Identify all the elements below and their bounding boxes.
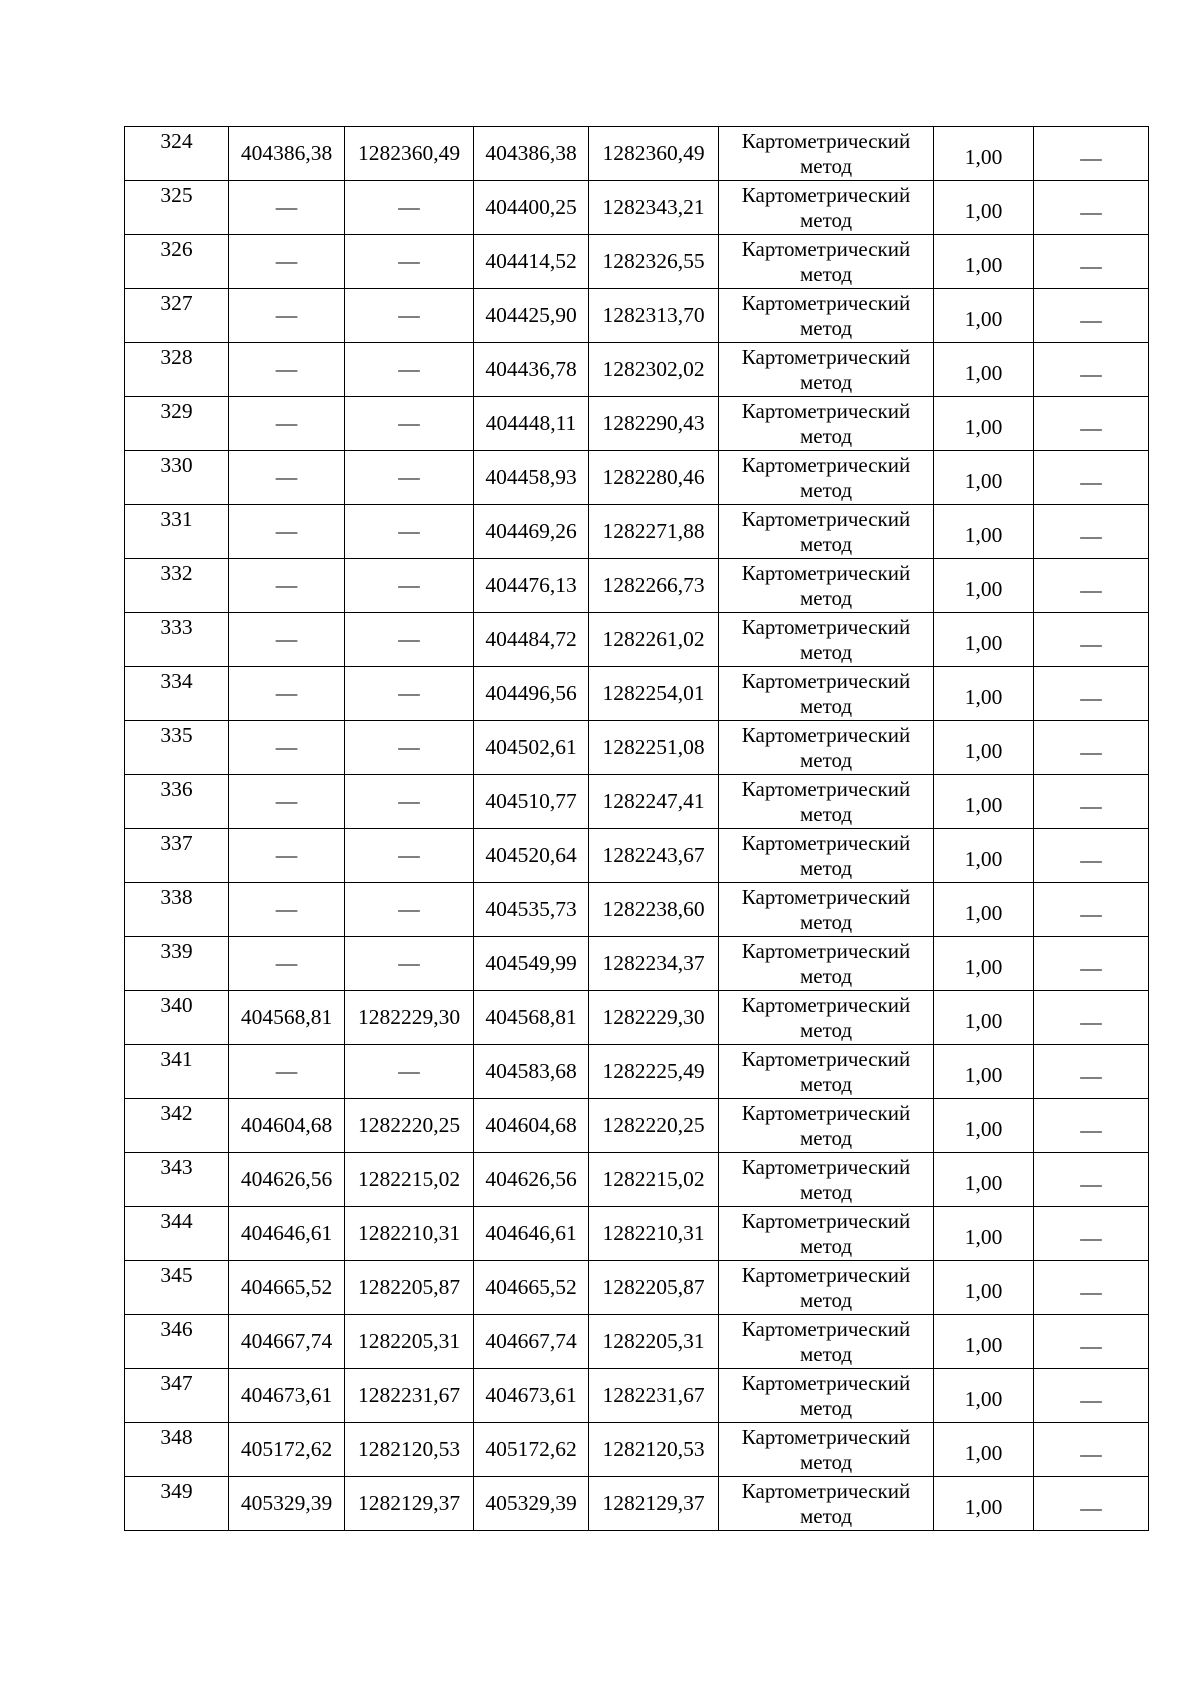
method-cell <box>719 883 934 937</box>
point-number-cell: 338 <box>125 883 229 937</box>
method-cell <box>719 613 934 667</box>
method-line-1: Картометрический <box>741 290 911 315</box>
extra-cell: — <box>1034 1153 1149 1207</box>
table-row <box>125 1099 1149 1153</box>
accuracy-cell: 1,00 <box>934 1099 1034 1153</box>
accuracy-cell: 1,00 <box>934 451 1034 505</box>
x-new-cell: 404484,72 <box>474 613 589 667</box>
table-row <box>125 991 1149 1045</box>
point-number-cell: 337 <box>125 829 229 883</box>
extra-cell: — <box>1034 505 1149 559</box>
method-line-1: Картометрический <box>741 1370 911 1395</box>
extra-cell: — <box>1034 397 1149 451</box>
method-cell <box>719 1369 934 1423</box>
point-number-cell: 341 <box>125 1045 229 1099</box>
method-cell <box>719 1099 934 1153</box>
x-old-cell: — <box>229 559 345 613</box>
method-line-1: Картометрический <box>741 1478 911 1503</box>
x-old-cell: — <box>229 721 345 775</box>
accuracy-cell: 1,00 <box>934 991 1034 1045</box>
accuracy-cell: 1,00 <box>934 1261 1034 1315</box>
table-row <box>125 289 1149 343</box>
method-line-2: метод <box>799 1125 853 1150</box>
extra-cell: — <box>1034 1207 1149 1261</box>
point-number-cell: 334 <box>125 667 229 721</box>
table-row <box>125 775 1149 829</box>
accuracy-cell: 1,00 <box>934 1207 1034 1261</box>
accuracy-cell: 1,00 <box>934 559 1034 613</box>
accuracy-cell: 1,00 <box>934 613 1034 667</box>
x-new-cell: 405329,39 <box>474 1477 589 1531</box>
point-number-cell: 325 <box>125 181 229 235</box>
point-number-cell: 328 <box>125 343 229 397</box>
method-cell <box>719 1315 934 1369</box>
method-line-2: метод <box>799 1395 853 1420</box>
point-number-cell: 349 <box>125 1477 229 1531</box>
method-line-1: Картометрический <box>741 722 911 747</box>
extra-cell: — <box>1034 1045 1149 1099</box>
table-row <box>125 721 1149 775</box>
method-cell <box>719 937 934 991</box>
y-new-cell: 1282280,46 <box>589 451 719 505</box>
accuracy-cell: 1,00 <box>934 289 1034 343</box>
method-line-1: Картометрический <box>741 182 911 207</box>
extra-cell: — <box>1034 613 1149 667</box>
x-new-cell: 404510,77 <box>474 775 589 829</box>
accuracy-cell: 1,00 <box>934 235 1034 289</box>
method-cell <box>719 1045 934 1099</box>
x-new-cell: 404476,13 <box>474 559 589 613</box>
method-line-1: Картометрический <box>741 1154 911 1179</box>
x-old-cell: — <box>229 235 345 289</box>
extra-cell: — <box>1034 235 1149 289</box>
method-line-1: Картометрический <box>741 506 911 531</box>
table-row <box>125 1423 1149 1477</box>
table-row <box>125 451 1149 505</box>
extra-cell: — <box>1034 343 1149 397</box>
point-number-cell: 345 <box>125 1261 229 1315</box>
x-old-cell: — <box>229 343 345 397</box>
table-row <box>125 397 1149 451</box>
point-number-cell: 342 <box>125 1099 229 1153</box>
extra-cell: — <box>1034 1423 1149 1477</box>
y-old-cell: 1282120,53 <box>345 1423 474 1477</box>
y-old-cell: — <box>345 1045 474 1099</box>
method-line-1: Картометрический <box>741 128 911 153</box>
y-new-cell: 1282205,31 <box>589 1315 719 1369</box>
table-row <box>125 883 1149 937</box>
y-old-cell: — <box>345 829 474 883</box>
x-old-cell: — <box>229 181 345 235</box>
method-line-2: метод <box>799 585 853 610</box>
method-cell <box>719 505 934 559</box>
extra-cell: — <box>1034 883 1149 937</box>
x-new-cell: 405172,62 <box>474 1423 589 1477</box>
y-old-cell: — <box>345 235 474 289</box>
x-old-cell: 404568,81 <box>229 991 345 1045</box>
extra-cell: — <box>1034 181 1149 235</box>
table-row <box>125 559 1149 613</box>
x-old-cell: — <box>229 289 345 343</box>
x-new-cell: 404496,56 <box>474 667 589 721</box>
method-line-1: Картометрический <box>741 938 911 963</box>
x-new-cell: 404502,61 <box>474 721 589 775</box>
method-line-2: метод <box>799 315 853 340</box>
method-line-2: метод <box>799 1341 853 1366</box>
x-new-cell: 404436,78 <box>474 343 589 397</box>
y-old-cell: 1282205,87 <box>345 1261 474 1315</box>
method-line-2: метод <box>799 693 853 718</box>
method-line-2: метод <box>799 1449 853 1474</box>
point-number-cell: 327 <box>125 289 229 343</box>
table-row <box>125 343 1149 397</box>
extra-cell: — <box>1034 1369 1149 1423</box>
y-new-cell: 1282290,43 <box>589 397 719 451</box>
y-new-cell: 1282266,73 <box>589 559 719 613</box>
x-old-cell: 404386,38 <box>229 127 345 181</box>
method-cell <box>719 451 934 505</box>
accuracy-cell: 1,00 <box>934 721 1034 775</box>
y-new-cell: 1282225,49 <box>589 1045 719 1099</box>
table-row <box>125 829 1149 883</box>
method-line-2: метод <box>799 1287 853 1312</box>
y-old-cell: — <box>345 721 474 775</box>
method-line-2: метод <box>799 531 853 556</box>
method-cell <box>719 829 934 883</box>
method-line-2: метод <box>799 909 853 934</box>
y-new-cell: 1282360,49 <box>589 127 719 181</box>
table-row <box>125 1153 1149 1207</box>
method-line-2: метод <box>799 747 853 772</box>
x-old-cell: 404626,56 <box>229 1153 345 1207</box>
accuracy-cell: 1,00 <box>934 505 1034 559</box>
y-new-cell: 1282220,25 <box>589 1099 719 1153</box>
method-line-2: метод <box>799 207 853 232</box>
extra-cell: — <box>1034 451 1149 505</box>
method-line-1: Картометрический <box>741 992 911 1017</box>
table-row <box>125 127 1149 181</box>
accuracy-cell: 1,00 <box>934 937 1034 991</box>
extra-cell: — <box>1034 991 1149 1045</box>
coordinates-table <box>124 126 1149 1531</box>
accuracy-cell: 1,00 <box>934 127 1034 181</box>
y-old-cell: — <box>345 505 474 559</box>
y-new-cell: 1282229,30 <box>589 991 719 1045</box>
x-old-cell: — <box>229 451 345 505</box>
method-line-2: метод <box>799 1233 853 1258</box>
x-old-cell: — <box>229 775 345 829</box>
y-new-cell: 1282313,70 <box>589 289 719 343</box>
accuracy-cell: 1,00 <box>934 775 1034 829</box>
y-new-cell: 1282251,08 <box>589 721 719 775</box>
y-old-cell: — <box>345 775 474 829</box>
table-body <box>125 127 1149 1531</box>
y-new-cell: 1282326,55 <box>589 235 719 289</box>
x-old-cell: 405172,62 <box>229 1423 345 1477</box>
table-row <box>125 1315 1149 1369</box>
accuracy-cell: 1,00 <box>934 1477 1034 1531</box>
y-new-cell: 1282238,60 <box>589 883 719 937</box>
x-new-cell: 404425,90 <box>474 289 589 343</box>
x-new-cell: 404520,64 <box>474 829 589 883</box>
y-old-cell: — <box>345 451 474 505</box>
table-row <box>125 505 1149 559</box>
accuracy-cell: 1,00 <box>934 181 1034 235</box>
table-row <box>125 1045 1149 1099</box>
x-old-cell: 404673,61 <box>229 1369 345 1423</box>
x-old-cell: 404667,74 <box>229 1315 345 1369</box>
y-new-cell: 1282254,01 <box>589 667 719 721</box>
method-line-2: метод <box>799 261 853 286</box>
y-new-cell: 1282247,41 <box>589 775 719 829</box>
y-old-cell: — <box>345 559 474 613</box>
y-new-cell: 1282343,21 <box>589 181 719 235</box>
x-new-cell: 404386,38 <box>474 127 589 181</box>
x-new-cell: 404626,56 <box>474 1153 589 1207</box>
method-line-1: Картометрический <box>741 776 911 801</box>
method-line-2: метод <box>799 963 853 988</box>
x-old-cell: — <box>229 667 345 721</box>
extra-cell: — <box>1034 289 1149 343</box>
x-old-cell: — <box>229 883 345 937</box>
accuracy-cell: 1,00 <box>934 1369 1034 1423</box>
method-cell <box>719 1423 934 1477</box>
method-cell <box>719 235 934 289</box>
x-old-cell: — <box>229 505 345 559</box>
method-cell <box>719 397 934 451</box>
y-new-cell: 1282243,67 <box>589 829 719 883</box>
method-line-1: Картометрический <box>741 560 911 585</box>
method-cell <box>719 1261 934 1315</box>
point-number-cell: 326 <box>125 235 229 289</box>
point-number-cell: 336 <box>125 775 229 829</box>
accuracy-cell: 1,00 <box>934 829 1034 883</box>
y-old-cell: 1282231,67 <box>345 1369 474 1423</box>
x-new-cell: 404414,52 <box>474 235 589 289</box>
x-new-cell: 404448,11 <box>474 397 589 451</box>
table-row <box>125 667 1149 721</box>
x-new-cell: 404604,68 <box>474 1099 589 1153</box>
y-old-cell: 1282215,02 <box>345 1153 474 1207</box>
method-cell <box>719 775 934 829</box>
x-old-cell: — <box>229 1045 345 1099</box>
y-new-cell: 1282231,67 <box>589 1369 719 1423</box>
method-line-1: Картометрический <box>741 344 911 369</box>
method-line-2: метод <box>799 423 853 448</box>
point-number-cell: 344 <box>125 1207 229 1261</box>
method-line-1: Картометрический <box>741 668 911 693</box>
method-line-1: Картометрический <box>741 1424 911 1449</box>
method-cell <box>719 343 934 397</box>
method-cell <box>719 1477 934 1531</box>
y-old-cell: 1282210,31 <box>345 1207 474 1261</box>
x-old-cell: — <box>229 397 345 451</box>
method-line-1: Картометрический <box>741 614 911 639</box>
x-new-cell: 404400,25 <box>474 181 589 235</box>
point-number-cell: 332 <box>125 559 229 613</box>
extra-cell: — <box>1034 127 1149 181</box>
method-line-1: Картометрический <box>741 1100 911 1125</box>
y-new-cell: 1282129,37 <box>589 1477 719 1531</box>
extra-cell: — <box>1034 1261 1149 1315</box>
method-line-2: метод <box>799 1179 853 1204</box>
y-new-cell: 1282120,53 <box>589 1423 719 1477</box>
method-cell <box>719 721 934 775</box>
extra-cell: — <box>1034 775 1149 829</box>
y-new-cell: 1282234,37 <box>589 937 719 991</box>
accuracy-cell: 1,00 <box>934 343 1034 397</box>
method-line-2: метод <box>799 855 853 880</box>
x-old-cell: 404646,61 <box>229 1207 345 1261</box>
y-old-cell: 1282129,37 <box>345 1477 474 1531</box>
table-row <box>125 613 1149 667</box>
y-new-cell: 1282302,02 <box>589 343 719 397</box>
x-old-cell: 404665,52 <box>229 1261 345 1315</box>
method-cell <box>719 181 934 235</box>
y-new-cell: 1282261,02 <box>589 613 719 667</box>
method-line-2: метод <box>799 369 853 394</box>
method-cell <box>719 289 934 343</box>
table-row <box>125 181 1149 235</box>
accuracy-cell: 1,00 <box>934 667 1034 721</box>
y-new-cell: 1282205,87 <box>589 1261 719 1315</box>
point-number-cell: 347 <box>125 1369 229 1423</box>
y-old-cell: — <box>345 397 474 451</box>
table-row <box>125 1477 1149 1531</box>
extra-cell: — <box>1034 1099 1149 1153</box>
method-line-1: Картометрический <box>741 830 911 855</box>
point-number-cell: 340 <box>125 991 229 1045</box>
extra-cell: — <box>1034 1477 1149 1531</box>
y-old-cell: 1282205,31 <box>345 1315 474 1369</box>
point-number-cell: 346 <box>125 1315 229 1369</box>
y-old-cell: — <box>345 181 474 235</box>
y-old-cell: — <box>345 343 474 397</box>
method-line-1: Картометрический <box>741 236 911 261</box>
extra-cell: — <box>1034 667 1149 721</box>
method-line-2: метод <box>799 639 853 664</box>
y-old-cell: 1282220,25 <box>345 1099 474 1153</box>
accuracy-cell: 1,00 <box>934 1153 1034 1207</box>
method-cell <box>719 991 934 1045</box>
point-number-cell: 339 <box>125 937 229 991</box>
extra-cell: — <box>1034 829 1149 883</box>
table-row <box>125 1369 1149 1423</box>
y-old-cell: 1282229,30 <box>345 991 474 1045</box>
x-new-cell: 404646,61 <box>474 1207 589 1261</box>
extra-cell: — <box>1034 937 1149 991</box>
point-number-cell: 330 <box>125 451 229 505</box>
point-number-cell: 331 <box>125 505 229 559</box>
x-new-cell: 404535,73 <box>474 883 589 937</box>
method-cell <box>719 1153 934 1207</box>
table-row <box>125 937 1149 991</box>
x-new-cell: 404469,26 <box>474 505 589 559</box>
extra-cell: — <box>1034 721 1149 775</box>
method-cell <box>719 1207 934 1261</box>
point-number-cell: 335 <box>125 721 229 775</box>
x-new-cell: 404568,81 <box>474 991 589 1045</box>
method-cell <box>719 127 934 181</box>
accuracy-cell: 1,00 <box>934 1315 1034 1369</box>
y-old-cell: — <box>345 613 474 667</box>
accuracy-cell: 1,00 <box>934 1045 1034 1099</box>
x-new-cell: 404458,93 <box>474 451 589 505</box>
x-new-cell: 404665,52 <box>474 1261 589 1315</box>
x-old-cell: — <box>229 937 345 991</box>
point-number-cell: 329 <box>125 397 229 451</box>
x-new-cell: 404673,61 <box>474 1369 589 1423</box>
y-old-cell: — <box>345 667 474 721</box>
table-row <box>125 235 1149 289</box>
method-line-2: метод <box>799 1017 853 1042</box>
method-line-1: Картометрический <box>741 398 911 423</box>
point-number-cell: 348 <box>125 1423 229 1477</box>
x-new-cell: 404667,74 <box>474 1315 589 1369</box>
method-line-1: Картометрический <box>741 452 911 477</box>
y-new-cell: 1282210,31 <box>589 1207 719 1261</box>
y-old-cell: — <box>345 289 474 343</box>
y-old-cell: 1282360,49 <box>345 127 474 181</box>
y-old-cell: — <box>345 937 474 991</box>
x-new-cell: 404583,68 <box>474 1045 589 1099</box>
x-old-cell: — <box>229 829 345 883</box>
method-line-2: метод <box>799 1071 853 1096</box>
method-cell <box>719 559 934 613</box>
y-new-cell: 1282215,02 <box>589 1153 719 1207</box>
x-old-cell: — <box>229 613 345 667</box>
point-number-cell: 324 <box>125 127 229 181</box>
y-old-cell: — <box>345 883 474 937</box>
extra-cell: — <box>1034 1315 1149 1369</box>
point-number-cell: 333 <box>125 613 229 667</box>
accuracy-cell: 1,00 <box>934 1423 1034 1477</box>
method-line-1: Картометрический <box>741 1316 911 1341</box>
method-line-2: метод <box>799 477 853 502</box>
method-line-1: Картометрический <box>741 1208 911 1233</box>
method-line-1: Картометрический <box>741 1046 911 1071</box>
table-row <box>125 1261 1149 1315</box>
method-line-2: метод <box>799 1503 853 1528</box>
point-number-cell: 343 <box>125 1153 229 1207</box>
table-row <box>125 1207 1149 1261</box>
method-line-1: Картометрический <box>741 884 911 909</box>
x-old-cell: 404604,68 <box>229 1099 345 1153</box>
method-cell <box>719 667 934 721</box>
accuracy-cell: 1,00 <box>934 883 1034 937</box>
method-line-1: Картометрический <box>741 1262 911 1287</box>
method-line-2: метод <box>799 153 853 178</box>
accuracy-cell: 1,00 <box>934 397 1034 451</box>
x-old-cell: 405329,39 <box>229 1477 345 1531</box>
extra-cell: — <box>1034 559 1149 613</box>
method-line-2: метод <box>799 801 853 826</box>
y-new-cell: 1282271,88 <box>589 505 719 559</box>
x-new-cell: 404549,99 <box>474 937 589 991</box>
